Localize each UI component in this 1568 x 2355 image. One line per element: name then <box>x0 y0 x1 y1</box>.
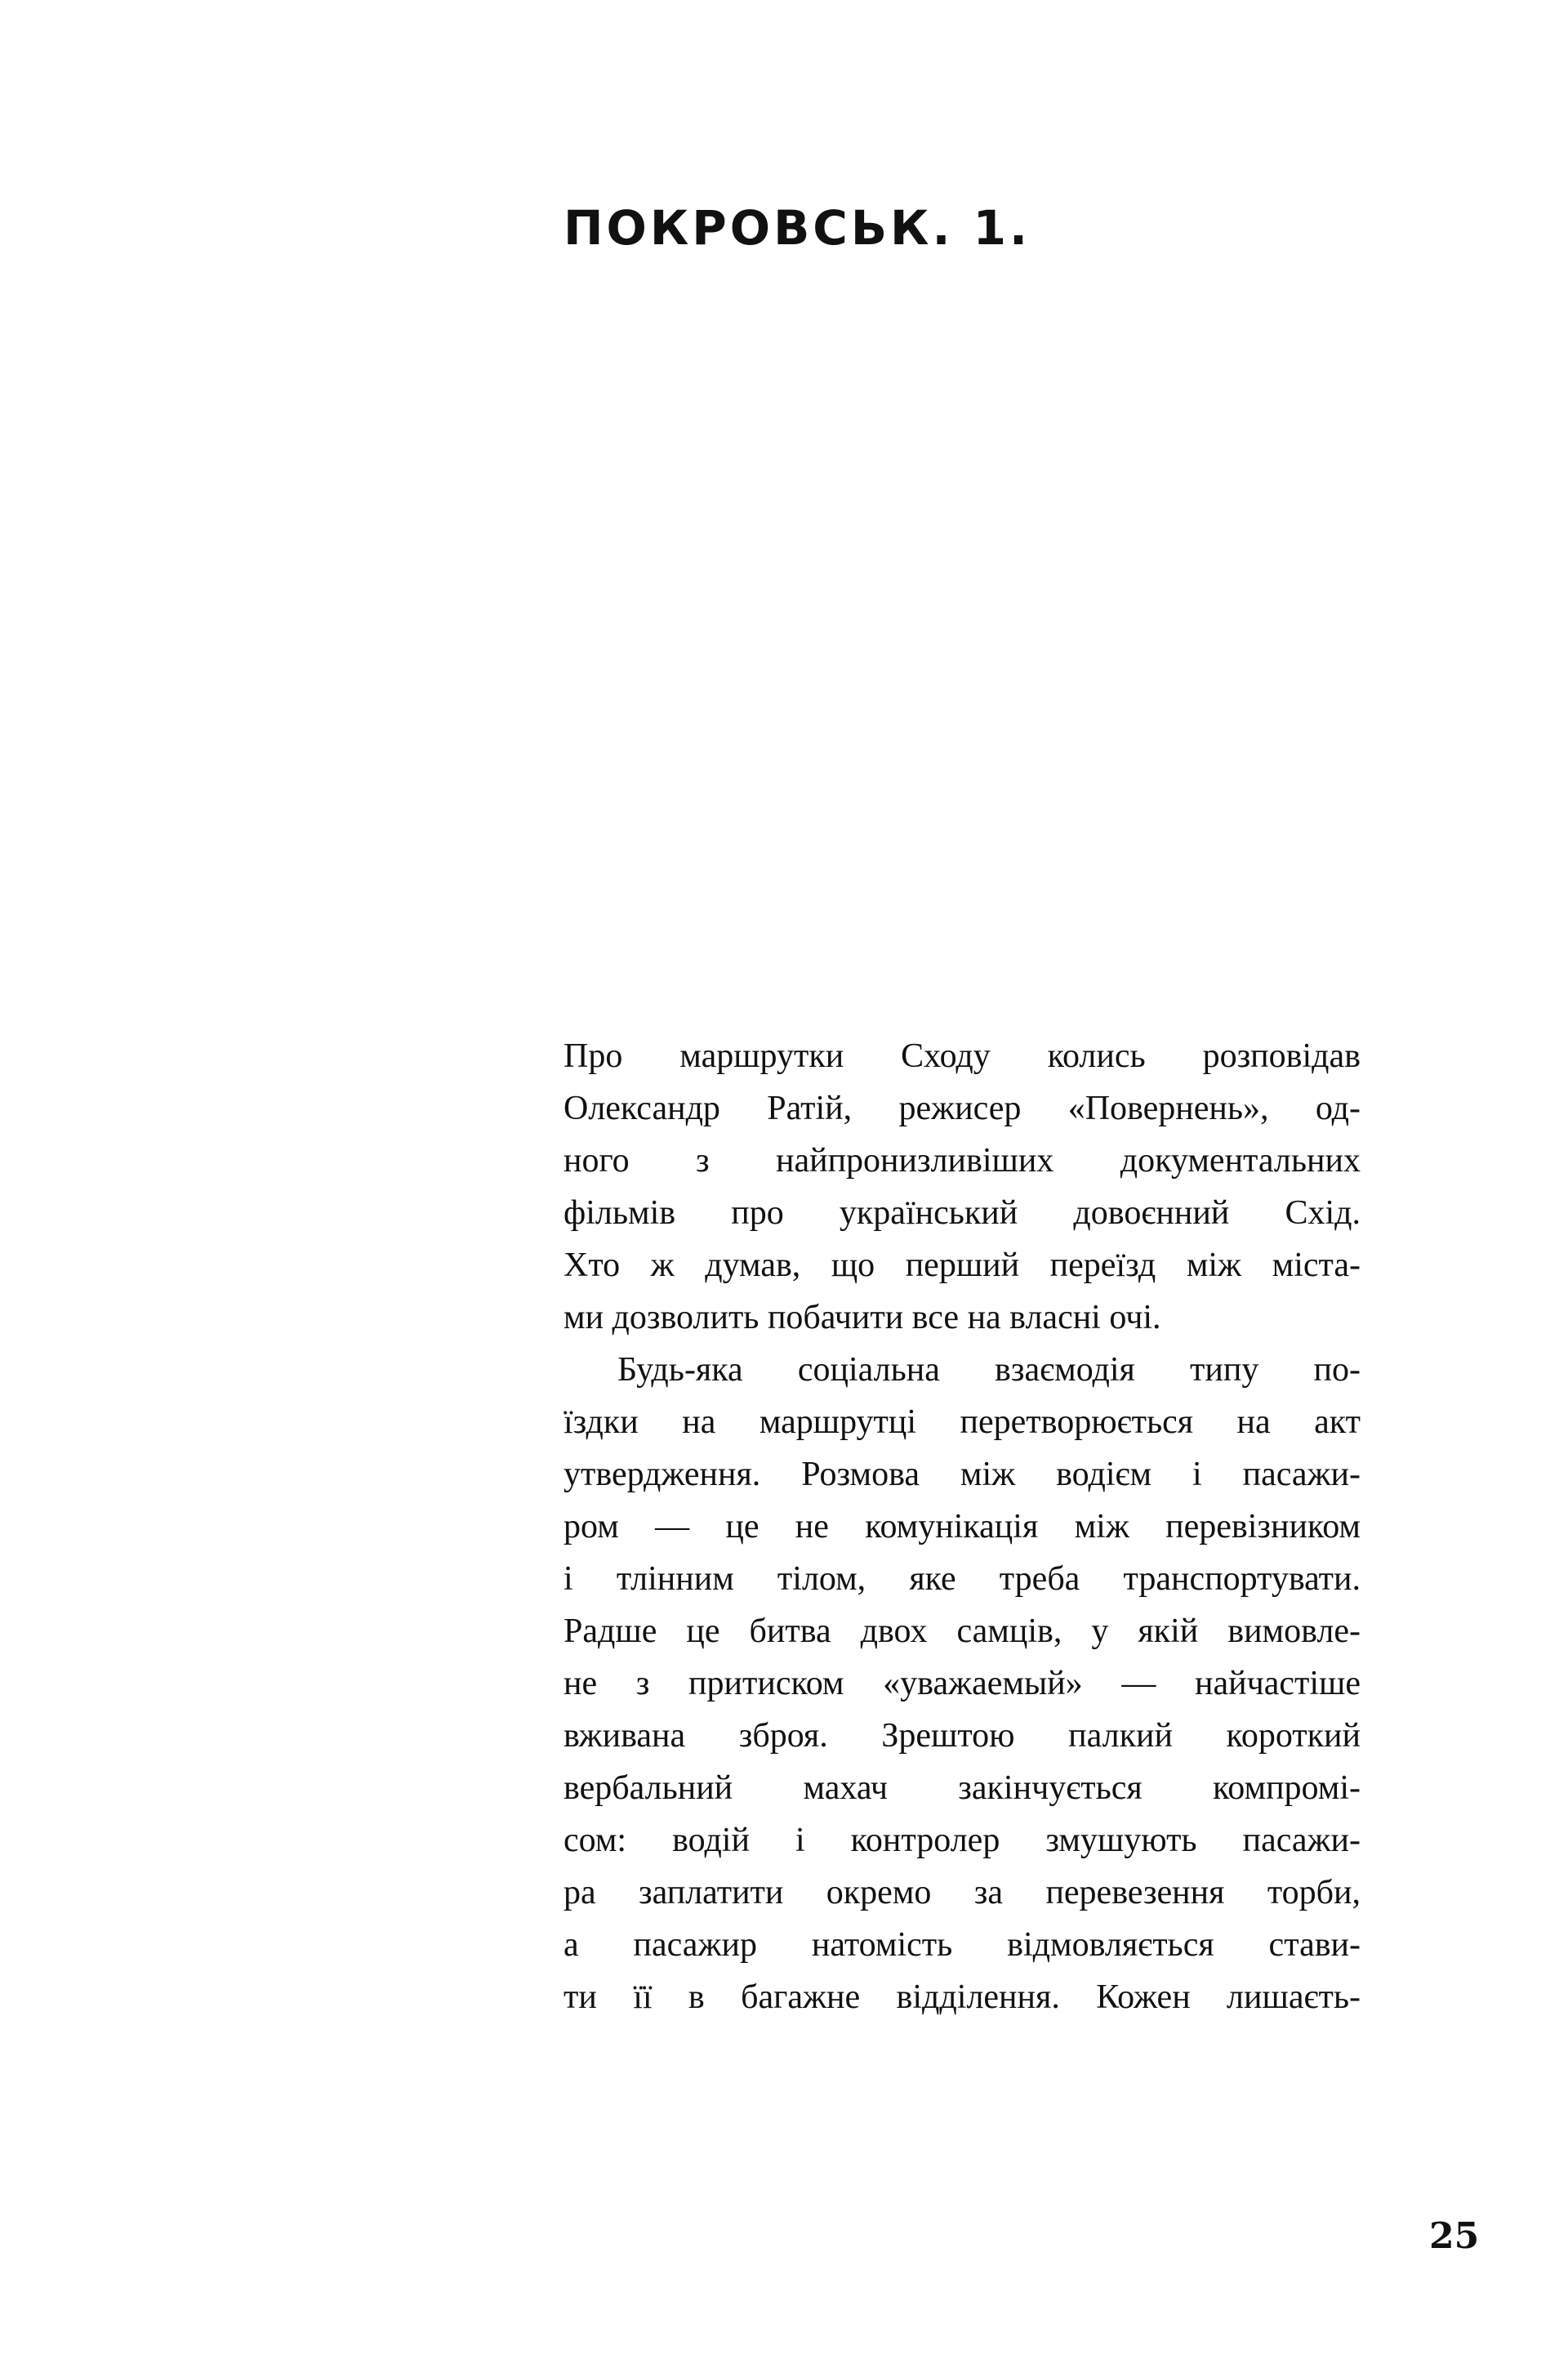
chapter-title: ПОКРОВСЬК. 1. <box>564 200 1031 256</box>
text-line: Радше це битва двох самців, у якій вимовле- <box>564 1612 1361 1650</box>
text-line: фільмів про український довоєнний Схід. <box>564 1194 1361 1232</box>
text-line: ром — це не комунікація між перевізником <box>564 1508 1361 1545</box>
text-line: не з притиском «уважаемый» — найчастіше <box>564 1665 1361 1702</box>
text-line: Хто ж думав, що перший переїзд між міста- <box>564 1247 1361 1284</box>
text-line: а пасажир натомість відмовляється стави- <box>564 1926 1361 1964</box>
paragraph <box>564 1030 1361 1344</box>
text-line: Про маршрутки Сходу колись розповідав <box>564 1037 1361 1075</box>
body-text <box>564 1030 1361 2023</box>
text-line: ного з найпронизливіших документальних <box>564 1142 1361 1180</box>
paragraph <box>564 1344 1361 2023</box>
text-line: Олександр Ратій, режисер «Повернень», од- <box>564 1090 1361 1127</box>
text-line: Будь-яка соціальна взаємодія типу по- <box>617 1351 1361 1389</box>
text-line: і тлінним тілом, яке треба транспортувати. <box>564 1560 1361 1598</box>
text-line: утвердження. Розмова між водієм і пасажи- <box>564 1456 1361 1493</box>
text-line: їздки на маршрутці перетворюється на акт <box>564 1403 1361 1441</box>
page-number: 25 <box>1429 2215 1480 2257</box>
text-line: ра заплатити окремо за перевезення торби, <box>564 1874 1361 1911</box>
text-line: ти її в багажне відділення. Кожен лишаєть- <box>564 1978 1361 2016</box>
text-line: вербальний махач закінчується компромі- <box>564 1769 1361 1807</box>
text-line: сом: водій і контролер змушують пасажи- <box>564 1822 1361 1859</box>
text-line: ми дозволить побачити все на власні очі. <box>564 1299 1161 1336</box>
text-line: вживана зброя. Зрештою палкий короткий <box>564 1717 1361 1755</box>
